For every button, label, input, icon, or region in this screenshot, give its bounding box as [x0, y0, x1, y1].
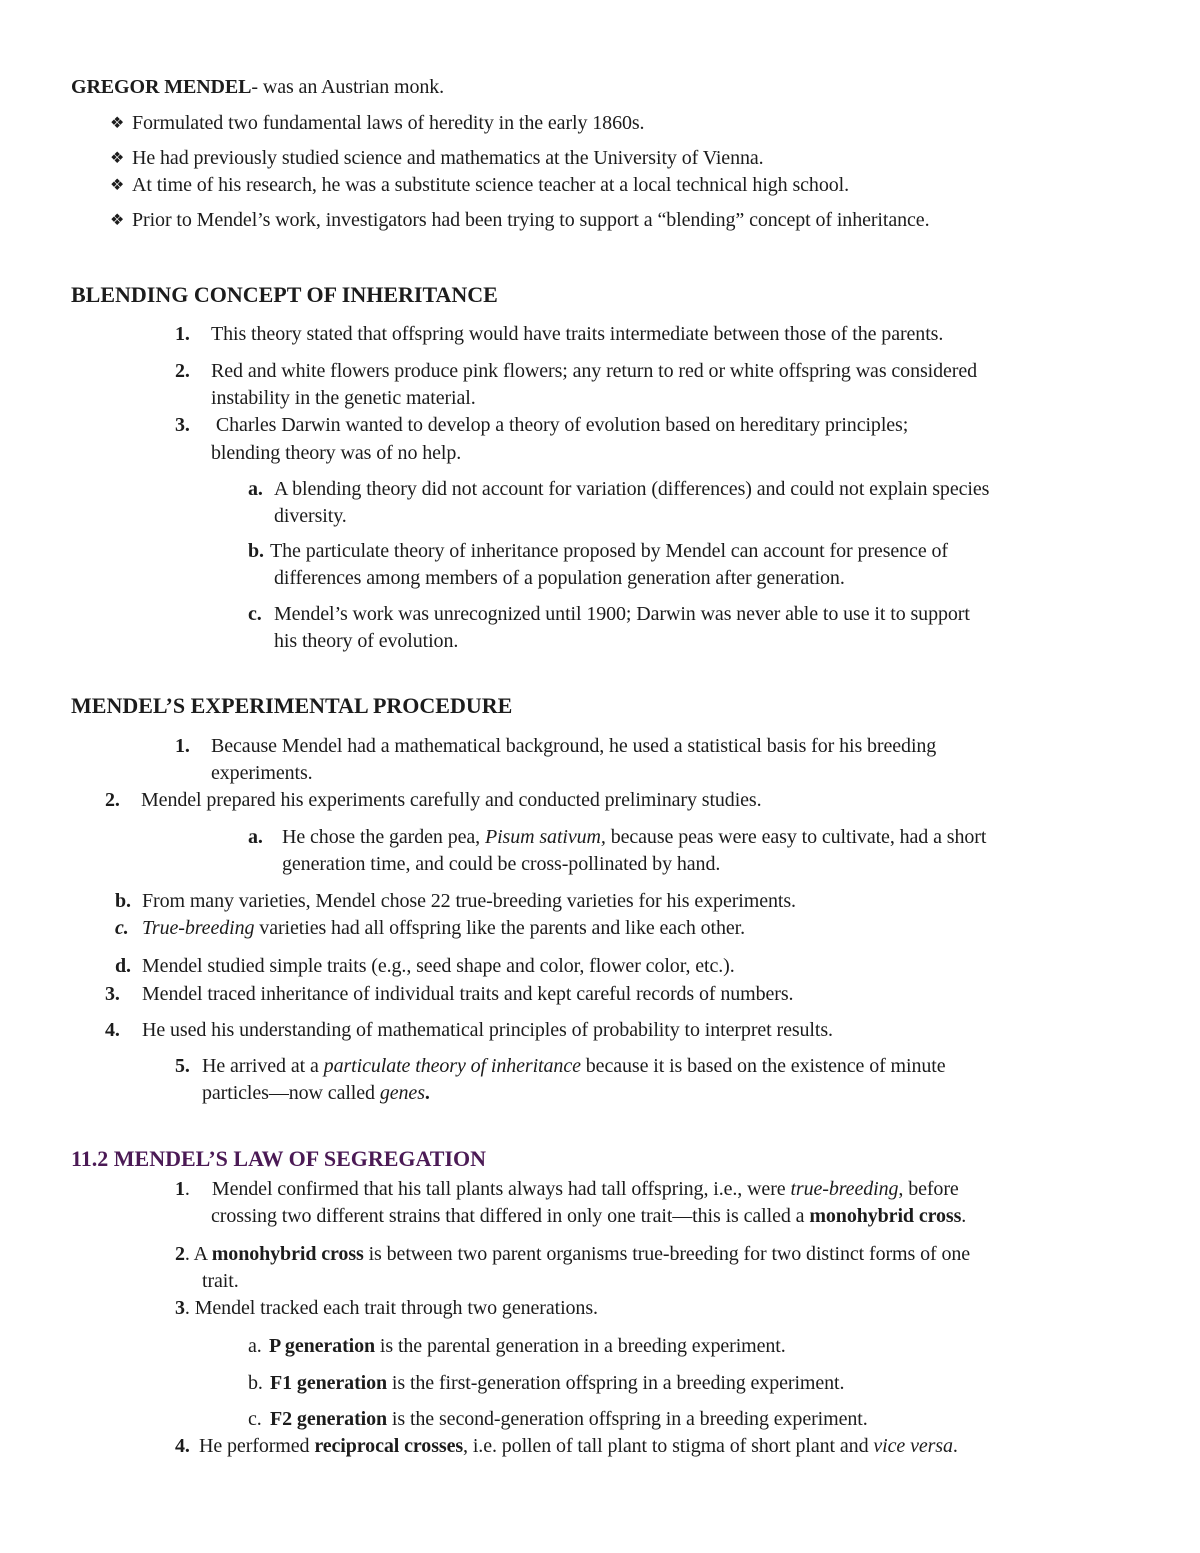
item-text: is the parental generation in a breeding experiment. — [375, 1335, 786, 1357]
item-text: , i.e. pollen of tall plant to stigma of short plant and — [463, 1435, 874, 1457]
item-marker-dot: . — [184, 1178, 190, 1200]
item-text: because peas were easy to cultivate, had a short — [605, 826, 987, 848]
sub-item — [248, 1370, 844, 1396]
item-text: is the first-generation offspring in a breeding experiment. — [387, 1372, 845, 1394]
item-text: This theory stated that offspring would have traits intermediate between those of the parents. — [211, 323, 944, 345]
item-marker: 1 — [175, 1178, 185, 1200]
item-marker: b. — [248, 1372, 263, 1394]
item-marker: 5. — [175, 1055, 190, 1077]
item-text-continued — [211, 1203, 966, 1229]
item-text: because it is based on the existence of minute — [580, 1055, 946, 1077]
item-text-continued — [202, 1080, 430, 1106]
item-text: Red and white flowers produce pink flowers; any return to red or white offspring was considered — [211, 360, 978, 382]
item-marker: 3 — [175, 1297, 185, 1319]
item-marker: 4. — [175, 1435, 190, 1457]
list-item — [175, 1053, 946, 1079]
bullet-text: At time of his research, he was a substitute science teacher at a local technical high school. — [132, 174, 849, 196]
list-item — [175, 321, 943, 347]
term: reciprocal crosses — [314, 1435, 464, 1457]
species-name: Pisum sativum, — [484, 826, 606, 848]
diamond-bullet-icon: ❖ — [110, 150, 125, 167]
list-item — [115, 888, 796, 914]
list-item — [105, 787, 762, 813]
item-marker: a. — [248, 478, 263, 500]
item-text: From many varieties, Mendel chose 22 true-breeding varieties for his experiments. — [142, 890, 796, 912]
item-text: . — [952, 1435, 958, 1457]
item-text: Charles Darwin wanted to develop a theory of evolution based on hereditary principles; — [211, 414, 909, 436]
item-text-continued: trait. — [202, 1270, 239, 1292]
item-text: . — [961, 1205, 967, 1227]
item-marker: a. — [248, 1335, 262, 1357]
item-text-continued: experiments. — [211, 762, 313, 784]
intro-bullet-2 — [110, 145, 764, 173]
item-text: varieties had all offspring like the parents and like each other. — [254, 917, 746, 939]
item-marker: 3. — [105, 983, 120, 1005]
item-marker: 2. — [105, 789, 120, 811]
item-text: , before — [898, 1178, 959, 1200]
section-heading-procedure: MENDEL’S EXPERIMENTAL PROCEDURE — [71, 693, 513, 718]
item-marker: b. — [248, 540, 264, 562]
item-text: particles—now called — [202, 1082, 380, 1104]
intro-name: GREGOR MENDEL — [71, 76, 252, 98]
intro-bullet-4 — [110, 207, 929, 235]
item-text: He performed — [199, 1435, 315, 1457]
intro-bullet-3 — [110, 172, 849, 200]
term: true-breeding — [790, 1178, 899, 1200]
item-marker: c. — [248, 1408, 262, 1430]
list-item — [175, 1176, 959, 1202]
item-marker: 1. — [175, 735, 190, 757]
intro-line — [71, 74, 444, 100]
item-marker: 4. — [105, 1019, 120, 1041]
intro-desc: - was an Austrian monk. — [251, 76, 445, 98]
list-item — [175, 1433, 958, 1459]
item-text: He arrived at a — [202, 1055, 324, 1077]
term: monohybrid cross — [211, 1243, 364, 1265]
item-text-continued: his theory of evolution. — [274, 630, 459, 652]
item-text: He chose the garden pea, — [282, 826, 485, 848]
list-item — [115, 915, 745, 941]
item-text-continued: diversity. — [274, 505, 347, 527]
term: vice versa — [873, 1435, 953, 1457]
term: F1 generation — [270, 1372, 388, 1394]
item-text-continued: blending theory was of no help. — [211, 442, 462, 464]
item-text: Mendel confirmed that his tall plants always had tall offspring, i.e., were — [211, 1178, 791, 1200]
diamond-bullet-icon: ❖ — [110, 115, 125, 132]
item-marker: 2 — [175, 1243, 185, 1265]
item-text: The particulate theory of inheritance proposed by Mendel can account for presence of — [270, 540, 948, 562]
term: P generation — [269, 1335, 376, 1357]
item-text-continued: generation time, and could be cross-pollinated by hand. — [282, 853, 721, 875]
item-text: He used his understanding of mathematical principles of probability to interpret results. — [142, 1019, 833, 1041]
item-marker: a. — [248, 826, 263, 848]
item-text-continued: differences among members of a population generation after generation. — [274, 567, 845, 589]
term: particulate theory of inheritance — [323, 1055, 581, 1077]
item-marker: c. — [248, 603, 262, 625]
item-marker: d. — [115, 955, 131, 977]
section-heading-segregation: 11.2 MENDEL’S LAW OF SEGREGATION — [71, 1146, 487, 1171]
sub-item — [248, 1333, 786, 1359]
sub-item — [248, 1406, 868, 1432]
bullet-text: He had previously studied science and mathematics at the University of Vienna. — [132, 147, 764, 169]
list-item — [175, 1295, 598, 1321]
item-text: is the second-generation offspring in a breeding experiment. — [387, 1408, 868, 1430]
item-text: crossing two different strains that differed in only one trait—this is called a — [211, 1205, 810, 1227]
list-item — [105, 981, 793, 1007]
sub-item — [248, 824, 986, 850]
sub-item — [248, 601, 970, 627]
sub-item — [248, 476, 989, 502]
item-text: Mendel prepared his experiments carefully and conducted preliminary studies. — [141, 789, 762, 811]
item-marker: 1. — [175, 323, 190, 345]
sub-item — [248, 538, 948, 564]
item-text: Mendel tracked each trait through two generations. — [194, 1297, 598, 1319]
item-marker: 2. — [175, 360, 190, 382]
item-text: . — [184, 1297, 195, 1319]
term: F2 generation — [270, 1408, 388, 1430]
diamond-bullet-icon: ❖ — [110, 177, 125, 194]
term: True-breeding — [142, 917, 255, 939]
list-item — [175, 1241, 970, 1267]
bullet-text: Prior to Mendel’s work, investigators had been trying to support a “blending” concept of inheritance. — [132, 209, 930, 231]
item-marker: c. — [115, 917, 129, 939]
list-item — [105, 1017, 833, 1043]
list-item — [115, 953, 735, 979]
list-item — [175, 358, 977, 384]
item-text: is between two parent organisms true-breeding for two distinct forms of one — [363, 1243, 971, 1265]
term: monohybrid cross — [809, 1205, 962, 1227]
bullet-text: Formulated two fundamental laws of heredity in the early 1860s. — [132, 112, 645, 134]
diamond-bullet-icon: ❖ — [110, 212, 125, 229]
item-text: . A — [184, 1243, 212, 1265]
item-text: A blending theory did not account for variation (differences) and could not explain species — [274, 478, 990, 500]
item-text: Mendel traced inheritance of individual traits and kept careful records of numbers. — [142, 983, 794, 1005]
term: genes — [379, 1082, 425, 1104]
item-text: . — [424, 1082, 430, 1104]
item-text: Because Mendel had a mathematical background, he used a statistical basis for his breeding — [211, 735, 937, 757]
list-item — [175, 733, 936, 759]
item-text: Mendel’s work was unrecognized until 1900; Darwin was never able to use it to support — [274, 603, 970, 625]
item-marker: 3. — [175, 414, 190, 436]
list-item — [175, 412, 908, 438]
item-marker: b. — [115, 890, 131, 912]
intro-bullet-1 — [110, 110, 644, 138]
section-heading-blending: BLENDING CONCEPT OF INHERITANCE — [71, 282, 498, 307]
item-text: Mendel studied simple traits (e.g., seed shape and color, flower color, etc.). — [142, 955, 735, 977]
item-text-continued: instability in the genetic material. — [211, 387, 476, 409]
